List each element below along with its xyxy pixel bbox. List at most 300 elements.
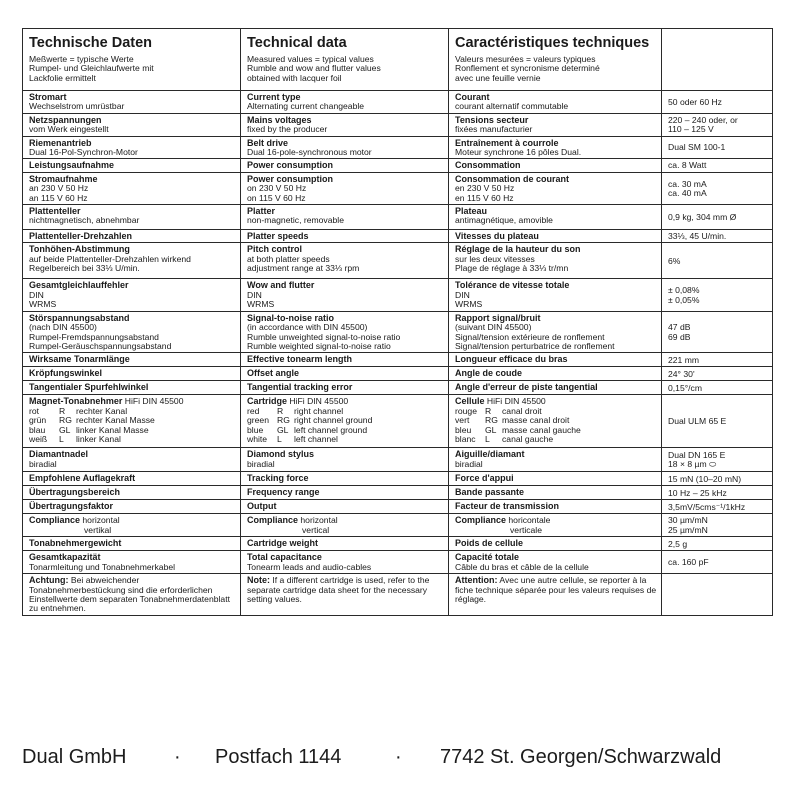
- spec-cell-en: [241, 353, 449, 367]
- spec-value-line: 24° 30': [668, 368, 695, 379]
- spec-cell-en: [241, 91, 449, 114]
- spec-cell-en: [241, 230, 449, 243]
- spec-cell-en: [241, 574, 449, 616]
- spec-value-line: 33⅓, 45 U/min.: [668, 231, 727, 242]
- color-code-cell: rot: [29, 405, 40, 416]
- spec-value: [662, 113, 773, 136]
- spec-row: [23, 159, 773, 172]
- spec-value: [662, 486, 773, 500]
- spec-cell-en: [241, 551, 449, 574]
- header-line: avec une feuille vernie: [455, 72, 541, 83]
- header-line: obtained with lacquer foil: [247, 72, 342, 83]
- spec-table: [22, 28, 773, 616]
- spec-title: Mains voltages: [247, 114, 312, 125]
- spec-title: Consommation de courant: [455, 173, 570, 184]
- spec-suffix: HiFi DIN 45500: [486, 396, 546, 407]
- spec-line: vom Werk eingestellt: [29, 124, 109, 135]
- spec-cell-de: [23, 486, 241, 500]
- spec-value-line: Dual DN 165 E: [668, 449, 726, 460]
- header-title-en: Technical data: [247, 35, 347, 51]
- spec-line: DIN: [455, 289, 470, 300]
- spec-line: Rumble unweighted signal-to-noise ratio: [247, 331, 401, 342]
- spec-title: Tolérance de vitesse totale: [455, 280, 570, 291]
- spec-cell-fr: [449, 159, 662, 172]
- color-code-cell: RG: [485, 415, 498, 426]
- spec-title: Longueur efficace du bras: [455, 354, 568, 365]
- color-code-cell: GL: [277, 424, 289, 435]
- header-line: Ronflement et syncronisme determiné: [455, 63, 600, 74]
- spec-title: Stromart: [29, 92, 67, 102]
- footer-separator: ·: [174, 746, 181, 768]
- spec-line: fixed by the producer: [247, 124, 328, 135]
- spec-cell-de: [23, 91, 241, 114]
- color-code-cell: linker Kanal Masse: [76, 424, 149, 435]
- color-code-cell: green: [247, 415, 269, 426]
- spec-cell-de: [23, 472, 241, 486]
- spec-cell-fr: [449, 113, 662, 136]
- spec-cell-de: [23, 395, 241, 448]
- spec-cell-de: [23, 500, 241, 514]
- spec-title: Belt drive: [247, 137, 289, 148]
- spec-line: an 230 V 50 Hz: [29, 183, 89, 194]
- spec-title: Bande passante: [455, 487, 525, 498]
- spec-title: Platter: [247, 206, 276, 217]
- spec-cell-de: [23, 136, 241, 159]
- spec-cell-fr: [449, 514, 662, 537]
- spec-title: Output: [247, 501, 277, 512]
- spec-line: sur les deux vitesses: [455, 253, 535, 264]
- spec-title: Übertragungsbereich: [29, 487, 121, 498]
- color-code-row: [455, 435, 657, 444]
- spec-title: Tracking force: [247, 473, 309, 484]
- color-code-cell: L: [59, 433, 64, 444]
- spec-value-line: 69 dB: [668, 331, 691, 342]
- spec-line: Moteur synchrone 16 pôles Dual.: [455, 147, 582, 158]
- spec-title: Vitesses du plateau: [455, 231, 539, 242]
- spec-title: Diamond stylus: [247, 449, 315, 460]
- spec-value: [662, 395, 773, 448]
- spec-line: Tonearm leads and audio-cables: [247, 561, 372, 572]
- spec-cell-en: [241, 136, 449, 159]
- spec-value: [662, 205, 773, 230]
- spec-line: en 115 V 60 Hz: [455, 192, 514, 203]
- spec-row: [23, 537, 773, 551]
- spec-value: [662, 159, 773, 172]
- spec-row: [23, 353, 773, 367]
- footer-separator: ·: [395, 746, 402, 768]
- spec-cell-fr: [449, 574, 662, 616]
- spec-title: Plattenteller-Drehzahlen: [29, 231, 133, 242]
- spec-cell-de: [23, 537, 241, 551]
- spec-value: [662, 353, 773, 367]
- spec-line: (nach DIN 45500): [29, 322, 97, 333]
- spec-value: [662, 172, 773, 204]
- spec-cell-en: [241, 159, 449, 172]
- spec-line: Signal/tension perturbatrice de ronflement: [455, 340, 615, 351]
- spec-cell-fr: [449, 448, 662, 472]
- spec-title: Gesamtgleichlauffehler: [29, 280, 129, 291]
- spec-line: courant alternatif commutable: [455, 101, 569, 112]
- spec-cell-de: [23, 279, 241, 311]
- spec-value: [662, 381, 773, 395]
- spec-cell-en: [241, 381, 449, 395]
- spec-title: Störspannungsabstand: [29, 312, 130, 323]
- spec-line: Rumble weighted signal-to-noise ratio: [247, 340, 391, 351]
- spec-cell-fr: [449, 230, 662, 243]
- spec-title: Entraînement à courrole: [455, 137, 559, 148]
- spec-cell-de: [23, 159, 241, 172]
- spec-title: Effective tonearm length: [247, 354, 353, 365]
- spec-cell-fr: [449, 279, 662, 311]
- spec-line: en 230 V 50 Hz: [455, 183, 515, 194]
- color-code-cell: left channel ground: [294, 424, 368, 435]
- header-en: [241, 29, 449, 91]
- spec-line: Signal/tension extérieure de ronflement: [455, 331, 605, 342]
- spec-title-line: [247, 516, 444, 525]
- spec-line: Plage de réglage à 33⅓ tr/mn: [455, 263, 569, 274]
- spec-line: Regelbereich bei 33⅓ U/min.: [29, 263, 140, 274]
- spec-cell-en: [241, 537, 449, 551]
- spec-line: [247, 526, 444, 535]
- spec-value-line: 50 oder 60 Hz: [668, 96, 722, 107]
- color-code-cell: GL: [485, 424, 497, 435]
- spec-value-line: 25 µm/mN: [668, 524, 708, 535]
- spec-cell-de: [23, 230, 241, 243]
- spec-line: auf beide Plattenteller-Drehzahlen wirkend: [29, 253, 191, 264]
- spec-cell-en: [241, 113, 449, 136]
- spec-title: Tonabnehmergewicht: [29, 538, 122, 549]
- spec-row: [23, 172, 773, 204]
- spec-value-line: Dual ULM 65 E: [668, 416, 727, 427]
- spec-value-line: ± 0,08%: [668, 285, 700, 296]
- spec-cell-de: [23, 551, 241, 574]
- spec-sheet: [22, 28, 772, 616]
- spec-title: Stromaufnahme: [29, 173, 98, 184]
- color-code-cell: linker Kanal: [76, 433, 121, 444]
- spec-title: Plateau: [455, 206, 488, 217]
- spec-title: Power consumption: [247, 160, 334, 171]
- spec-title: Compliance: [247, 515, 299, 526]
- spec-value: [662, 574, 773, 616]
- spec-line: antimagnétique, amovible: [455, 215, 553, 226]
- spec-line: on 230 V 50 Hz: [247, 183, 307, 194]
- spec-title: Réglage de la hauteur du son: [455, 244, 581, 255]
- spec-cell-fr: [449, 537, 662, 551]
- spec-line: WRMS: [247, 299, 275, 310]
- spec-cell-de: [23, 311, 241, 353]
- color-code-cell: R: [277, 405, 284, 416]
- spec-cell-fr: [449, 381, 662, 395]
- spec-title: Consommation: [455, 160, 521, 171]
- spec-cell-fr: [449, 472, 662, 486]
- spec-cell-en: [241, 279, 449, 311]
- spec-line: Rumpel-Geräuschspannungsabstand: [29, 340, 172, 351]
- spec-cell-de: [23, 353, 241, 367]
- spec-line: at both platter speeds: [247, 253, 330, 264]
- spec-row: [23, 486, 773, 500]
- header-line: Rumble and wow and flutter values: [247, 63, 381, 74]
- header-line: Measured values = typical values: [247, 54, 374, 64]
- spec-cell-de: [23, 113, 241, 136]
- spec-row: [23, 311, 773, 353]
- spec-value-line: 220 – 240 oder, or: [668, 114, 738, 125]
- spec-cell-fr: [449, 551, 662, 574]
- spec-title: Aiguille/diamant: [455, 449, 525, 460]
- spec-title: Cellule: [455, 396, 485, 407]
- spec-value-line: ca. 30 mA: [668, 178, 707, 189]
- footer-address: [22, 746, 772, 776]
- spec-value: [662, 311, 773, 353]
- spec-title: Capacité totale: [455, 552, 520, 563]
- spec-title: Force d'appui: [455, 473, 514, 484]
- spec-row: [23, 514, 773, 537]
- spec-row: [23, 395, 773, 448]
- spec-line: Dual 16-pole-synchronous motor: [247, 147, 372, 158]
- spec-title: Tonhöhen-Abstimmung: [29, 244, 130, 255]
- spec-title: Rapport signal/bruit: [455, 312, 541, 323]
- spec-row: [23, 448, 773, 472]
- spec-line: biradial: [29, 458, 57, 469]
- spec-cell-de: [23, 205, 241, 230]
- spec-title: Facteur de transmission: [455, 501, 560, 512]
- spec-subtitle: vertical: [302, 524, 330, 535]
- spec-title: Power consumption: [247, 173, 334, 184]
- spec-cell-en: [241, 311, 449, 353]
- color-code-cell: masse canal droit: [502, 415, 570, 426]
- spec-title: Kröpfungswinkel: [29, 368, 103, 379]
- spec-line: adjustment range at 33⅓ rpm: [247, 263, 360, 274]
- spec-line: WRMS: [455, 299, 483, 310]
- spec-value: [662, 537, 773, 551]
- spec-line: [29, 526, 236, 535]
- note-label: Note:: [247, 575, 270, 586]
- spec-line: on 115 V 60 Hz: [247, 192, 306, 203]
- color-code-cell: rechter Kanal Masse: [76, 415, 155, 426]
- spec-title: Signal-to-noise ratio: [247, 312, 335, 323]
- spec-cell-de: [23, 448, 241, 472]
- header-line: Valeurs mesurées = valeurs typiques: [455, 54, 596, 64]
- spec-line: non-magnetic, removable: [247, 215, 344, 226]
- spec-row: [23, 243, 773, 279]
- color-code-cell: right channel: [294, 405, 344, 416]
- spec-line: an 115 V 60 Hz: [29, 192, 88, 203]
- spec-cell-en: [241, 448, 449, 472]
- spec-value: [662, 448, 773, 472]
- spec-title: Angle d'erreur de piste tangential: [455, 382, 598, 393]
- spec-cell-fr: [449, 136, 662, 159]
- spec-cell-de: [23, 514, 241, 537]
- spec-cell-fr: [449, 367, 662, 381]
- spec-title: Compliance: [455, 515, 507, 526]
- spec-row: [23, 113, 773, 136]
- header-line: Meßwerte = typische Werte: [29, 54, 134, 64]
- header-title-fr: Caractéristiques techniques: [455, 35, 650, 51]
- spec-line: Dual 16-Pol-Synchron-Motor: [29, 147, 138, 158]
- spec-suffix: HiFi DIN 45500: [124, 396, 184, 407]
- spec-value-line: ca. 8 Watt: [668, 160, 707, 171]
- spec-value: [662, 279, 773, 311]
- spec-title: Platter speeds: [247, 231, 309, 242]
- spec-line: (suivant DIN 45500): [455, 322, 532, 333]
- spec-value: [662, 514, 773, 537]
- spec-line: DIN: [29, 289, 44, 300]
- spec-cell-de: [23, 243, 241, 279]
- spec-value: [662, 91, 773, 114]
- spec-title: Tangentialer Spurfehlwinkel: [29, 382, 149, 393]
- spec-row: [23, 551, 773, 574]
- spec-cell-de: [23, 172, 241, 204]
- spec-title: Offset angle: [247, 368, 300, 379]
- spec-value-line: Dual SM 100-1: [668, 142, 726, 153]
- spec-cell-en: [241, 205, 449, 230]
- spec-row: [23, 205, 773, 230]
- color-code-cell: canal gauche: [502, 433, 554, 444]
- color-code-cell: rouge: [455, 405, 477, 416]
- spec-title: Frequency range: [247, 487, 320, 498]
- color-code-cell: left channel: [294, 433, 338, 444]
- color-code-cell: L: [277, 433, 282, 444]
- header-line: Lackfolie ermittelt: [29, 72, 96, 83]
- spec-value-line: 221 mm: [668, 354, 700, 365]
- spec-cell-de: [23, 574, 241, 616]
- spec-value-line: ca. 40 mA: [668, 187, 707, 198]
- spec-line: biradial: [247, 458, 275, 469]
- spec-line: WRMS: [29, 299, 57, 310]
- spec-title: Übertragungsfaktor: [29, 501, 114, 512]
- spec-cell-fr: [449, 500, 662, 514]
- spec-value-line: 0,15°/cm: [668, 382, 703, 393]
- footer-city: 7742 St. Georgen/Schwarzwald: [440, 746, 722, 768]
- spec-row: [23, 500, 773, 514]
- color-code-cell: grün: [29, 415, 47, 426]
- color-code-cell: bleu: [455, 424, 472, 435]
- spec-title: Tensions secteur: [455, 114, 529, 125]
- header-line: Rumpel- und Gleichlaufwerte mit: [29, 63, 154, 74]
- spec-cell-fr: [449, 205, 662, 230]
- spec-value-line: 0,9 kg, 304 mm Ø: [668, 211, 737, 222]
- spec-value: [662, 243, 773, 279]
- spec-subtitle: verticale: [510, 524, 542, 535]
- spec-cell-fr: [449, 311, 662, 353]
- spec-subtitle: horizontal: [300, 515, 338, 526]
- spec-title: Plattenteller: [29, 206, 81, 217]
- spec-line: [455, 526, 657, 535]
- spec-row: [23, 230, 773, 243]
- spec-title: Magnet-Tonabnehmer: [29, 396, 123, 407]
- spec-title: Gesamtkapazität: [29, 552, 101, 563]
- spec-value: [662, 551, 773, 574]
- color-code-cell: GL: [59, 424, 71, 435]
- note-body: Bei abweichender Tonabnehmerbestückung sind die erforderlichen Einstellwerte dem separaten Tonabnehmerdatenblatt zu entnehmen.: [29, 575, 230, 614]
- spec-title: Riemenantrieb: [29, 137, 92, 148]
- spec-cell-en: [241, 514, 449, 537]
- header-de: [23, 29, 241, 91]
- color-code-cell: R: [485, 405, 492, 416]
- color-code-cell: weiß: [29, 433, 48, 444]
- spec-title: Diamantnadel: [29, 449, 89, 460]
- note-text: [247, 576, 444, 604]
- spec-cell-de: [23, 367, 241, 381]
- spec-cell-en: [241, 172, 449, 204]
- spec-suffix: HiFi DIN 45500: [289, 396, 349, 407]
- spec-cell-fr: [449, 395, 662, 448]
- color-code-cell: vert: [455, 415, 470, 426]
- spec-line: nichtmagnetisch, abnehmbar: [29, 215, 140, 226]
- spec-table-body: [23, 29, 773, 616]
- spec-title: Compliance: [29, 515, 81, 526]
- spec-cell-en: [241, 243, 449, 279]
- spec-title: Pitch control: [247, 244, 303, 255]
- spec-cell-fr: [449, 91, 662, 114]
- spec-line: Alternating current changeable: [247, 101, 365, 112]
- color-code-row: [247, 435, 444, 444]
- color-code-cell: white: [247, 433, 268, 444]
- color-code-row: [29, 435, 236, 444]
- spec-line: Tonarmleitung und Tonabnehmerkabel: [29, 561, 176, 572]
- spec-title-line: [455, 516, 657, 525]
- spec-row: [23, 91, 773, 114]
- spec-title-line: [29, 516, 236, 525]
- spec-value-line: ± 0,05%: [668, 294, 700, 305]
- spec-title: Netzspannungen: [29, 114, 102, 125]
- spec-value-line: 6%: [668, 255, 681, 266]
- spec-title: Cartridge weight: [247, 538, 319, 549]
- note-text: [455, 576, 657, 604]
- spec-title: Poids de cellule: [455, 538, 524, 549]
- color-code-cell: right channel ground: [294, 415, 373, 426]
- spec-subtitle: horicontale: [508, 515, 551, 526]
- header-title-de: Technische Daten: [29, 35, 153, 51]
- spec-subtitle: vertikal: [84, 524, 112, 535]
- header-fr: [449, 29, 662, 91]
- spec-line: Wechselstrom umrüstbar: [29, 101, 125, 112]
- spec-title: Current type: [247, 92, 301, 102]
- spec-value-line: ca. 160 pF: [668, 557, 709, 568]
- note-body: If a different cartridge is used, refer to the separate cartridge data sheet for the necessary setting values.: [247, 575, 430, 604]
- spec-cell-en: [241, 472, 449, 486]
- spec-title: Leistungsaufnahme: [29, 160, 115, 171]
- spec-title: Angle de coude: [455, 368, 523, 379]
- color-code-cell: blanc: [455, 433, 476, 444]
- spec-title: Courant: [455, 92, 490, 102]
- spec-value: [662, 367, 773, 381]
- spec-subtitle: horizontal: [82, 515, 120, 526]
- spec-cell-fr: [449, 172, 662, 204]
- spec-line: Rumpel-Fremdspannungsabstand: [29, 331, 159, 342]
- spec-cell-fr: [449, 243, 662, 279]
- color-code-cell: RG: [59, 415, 72, 426]
- spec-row: [23, 279, 773, 311]
- spec-row: [23, 472, 773, 486]
- spec-line: fixées manufacturier: [455, 124, 533, 135]
- note-label: Achtung:: [29, 575, 69, 586]
- spec-cell-de: [23, 381, 241, 395]
- spec-cell-en: [241, 395, 449, 448]
- note-body: Avec une autre cellule, se reporter à la fiche technique séparée pour les valeurs requises de réglage.: [455, 575, 657, 604]
- spec-value-line: 10 Hz – 25 kHz: [668, 487, 727, 498]
- color-code-cell: red: [247, 405, 260, 416]
- header-values: [662, 29, 773, 91]
- spec-title: Total capacitance: [247, 552, 322, 563]
- color-code-cell: blau: [29, 424, 46, 435]
- color-code-cell: canal droit: [502, 405, 542, 416]
- spec-row: [23, 574, 773, 616]
- spec-cell-en: [241, 367, 449, 381]
- spec-value: [662, 500, 773, 514]
- spec-value-line: 30 µm/mN: [668, 515, 708, 526]
- spec-row: [23, 381, 773, 395]
- color-code-cell: R: [59, 405, 66, 416]
